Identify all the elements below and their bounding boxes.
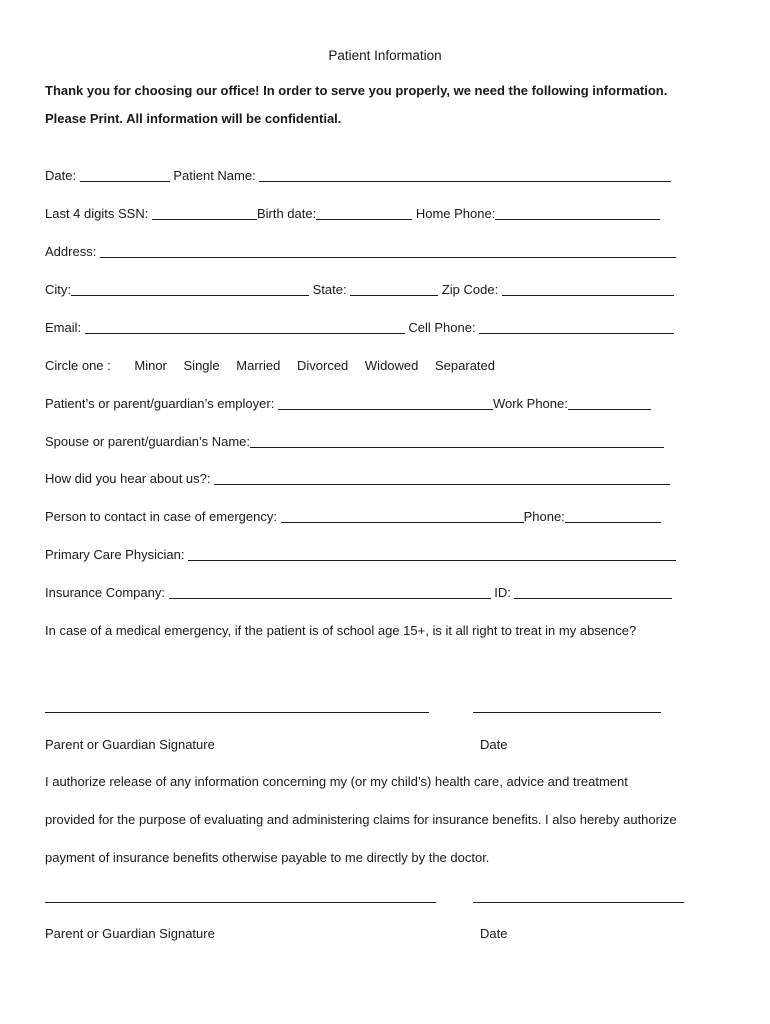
address-label: Address: [45,244,97,259]
signature-date-line-1[interactable] [473,712,661,713]
circle-one-label: Circle one : [45,358,111,373]
cell-phone-field[interactable] [479,320,674,334]
patient-name-field[interactable] [259,168,671,182]
authorization-line-1: I authorize release of any information concerning my (or my child’s) health care, advice and treatment [45,774,628,789]
row-address [45,243,676,261]
signature-label-1: Parent or Guardian Signature [45,737,215,752]
emergency-phone-label: Phone: [523,509,565,524]
email-label: Email: [45,320,82,335]
authorization-line-2: provided for the purpose of evaluating and administering claims for insurance benefits. I also hereby authorize [45,812,677,827]
row-email-cell [45,319,674,337]
city-label: City: [45,282,71,297]
signature-line-2[interactable] [45,902,436,903]
option-separated[interactable]: Separated [435,358,495,373]
insurance-id-label: ID: [494,585,511,600]
page-title: Patient Information [328,48,442,63]
ssn-label: Last 4 digits SSN: [45,206,149,221]
cell-phone-label: Cell Phone: [408,320,476,335]
home-phone-label: Home Phone: [415,206,496,221]
spouse-label: Spouse or parent/guardian’s Name: [45,434,250,449]
insurance-company-field[interactable] [169,585,491,599]
row-spouse [45,433,664,451]
birth-date-label: Birth date: [256,206,317,221]
employer-field[interactable] [278,396,493,410]
zip-field[interactable] [502,282,674,296]
state-label: State: [312,282,347,297]
birth-date-field[interactable] [316,206,412,220]
intro-line-2: Please Print. All information will be confidential. [45,111,342,126]
row-marital-status [45,357,495,375]
address-field[interactable] [100,244,676,258]
employer-label: Patient’s or parent/guardian’s employer: [45,396,275,411]
home-phone-field[interactable] [495,206,660,220]
email-field[interactable] [85,320,405,334]
row-referral [45,470,670,488]
ssn-field[interactable] [152,206,257,220]
row-ssn-birth-phone [45,205,660,223]
referral-field[interactable] [214,471,670,485]
authorization-line-3: payment of insurance benefits otherwise payable to me directly by the doctor. [45,850,490,865]
patient-name-label: Patient Name: [173,168,256,183]
referral-label: How did you hear about us?: [45,471,211,486]
signature-line-1[interactable] [45,712,429,713]
signature-date-label-1: Date [480,737,508,752]
row-emergency-contact [45,508,661,526]
row-date-name [45,167,671,185]
option-single[interactable]: Single [183,358,220,373]
emergency-contact-label: Person to contact in case of emergency: [45,509,277,524]
work-phone-field[interactable] [568,396,651,410]
signature-label-2: Parent or Guardian Signature [45,926,215,941]
work-phone-label: Work Phone: [492,396,568,411]
emergency-contact-field[interactable] [281,509,524,523]
signature-date-line-2[interactable] [473,902,684,903]
row-physician [45,546,676,564]
zip-label: Zip Code: [441,282,499,297]
insurance-id-field[interactable] [514,585,672,599]
option-married[interactable]: Married [236,358,281,373]
date-label: Date: [45,168,77,183]
date-field[interactable] [80,168,170,182]
option-widowed[interactable]: Widowed [364,358,419,373]
option-minor[interactable]: Minor [134,358,167,373]
intro-line-1: Thank you for choosing our office! In order to serve you properly, we need the following information. [45,83,668,98]
physician-label: Primary Care Physician: [45,547,185,562]
option-divorced[interactable]: Divorced [296,358,349,373]
row-city-state-zip [45,281,674,299]
row-insurance [45,584,672,602]
emergency-phone-field[interactable] [565,509,661,523]
emergency-question: In case of a medical emergency, if the patient is of school age 15+, is it all right to treat in my absence? [45,623,637,638]
city-field[interactable] [71,282,309,296]
physician-field[interactable] [188,547,676,561]
signature-date-label-2: Date [480,926,508,941]
spouse-field[interactable] [250,434,664,448]
insurance-company-label: Insurance Company: [45,585,165,600]
row-employer [45,395,651,413]
state-field[interactable] [350,282,438,296]
